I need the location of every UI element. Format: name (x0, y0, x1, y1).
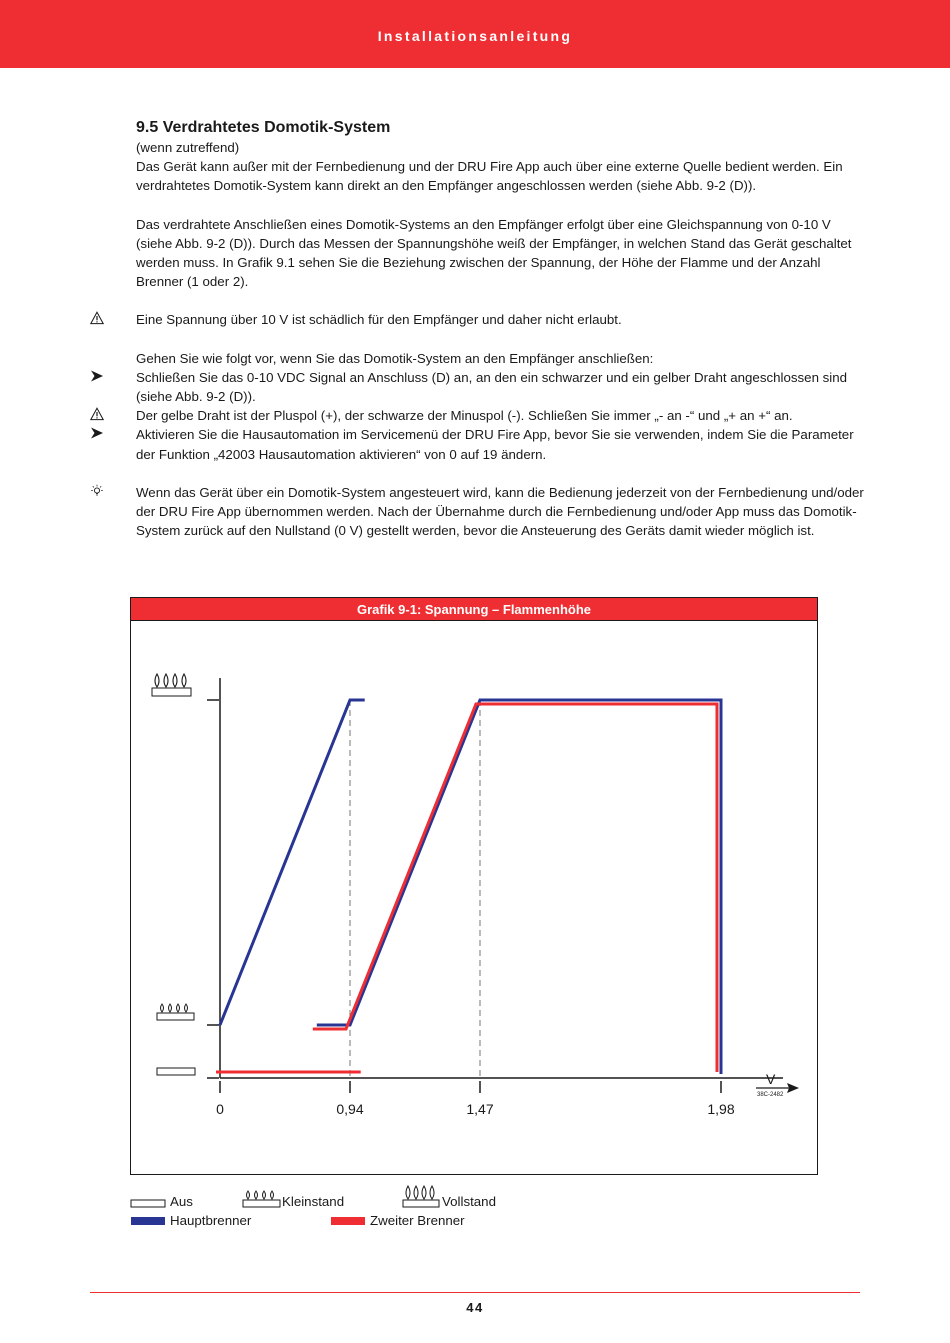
step-item-1 (136, 368, 866, 406)
legend-label-hauptbrenner: Hauptbrenner (170, 1213, 252, 1228)
x-tick-label-0: 0 (216, 1101, 224, 1117)
arrowhead-bullet-icon (90, 369, 104, 383)
chart-title: Grafik 9-1: Spannung – Flammenhöhe (356, 602, 592, 617)
voltage-flame-chart (131, 598, 817, 1174)
warning-triangle-icon (90, 311, 104, 325)
small-flame-icon (157, 1004, 194, 1020)
legend-item-hauptbrenner (130, 1211, 252, 1230)
legend-item-kleinstand (242, 1186, 345, 1209)
tip-text: Wenn das Gerät über ein Domotik-System angesteuert wird, kann die Bedienung jederzeit von der Fernbedienung und/oder der DRU Fire App übernommen werden. Nach der Übernahme durch die Fernbedienung und/oder App muss das Domotik-System zurück auf den Nullstand (0 V) gestellt werden, bevor die Ansteuerung des Geräts damit wieder möglich ist. (136, 484, 864, 539)
x-axis-label: V (766, 1071, 776, 1087)
section-title: 9.5 Verdrahtetes Domotik-System (136, 119, 391, 136)
chart-frame (130, 597, 818, 1175)
section-subtitle: (wenn zutreffend) (136, 140, 240, 155)
step-text-1: Schließen Sie das 0-10 VDC Signal an Anschluss (D) an, an den ein schwarzer und ein gelber Draht angeschlossen sind (siehe Abb. 9-2 (D)). (136, 369, 848, 405)
footer-divider (90, 1292, 860, 1293)
step-text-2: Aktivieren Sie die Hausautomation im Servicemenü der DRU Fire App, bevor Sie sie verwenden, indem Sie die Parameter der Funktion „42003 Hausautomation aktivieren“ von 0 auf 19 ändern. (136, 427, 854, 462)
full-flame-icon (152, 674, 191, 696)
chart-legend (130, 1190, 830, 1235)
zweiter-brenner-swatch (330, 1211, 366, 1230)
tip-note (136, 483, 866, 541)
legend-label-zweiter-brenner: Zweiter Brenner (370, 1213, 465, 1228)
x-tick-label-3: 1,98 (707, 1101, 735, 1117)
section-content (136, 118, 866, 540)
warning-text-1: Eine Spannung über 10 V ist schädlich für den Empfänger und daher nicht erlaubt. (136, 312, 622, 328)
legend-item-aus (130, 1192, 193, 1211)
warning-note-2 (136, 406, 866, 425)
steps-intro: Gehen Sie wie folgt vor, wenn Sie das Domotik-System an den Empfänger anschließen: (136, 350, 654, 366)
hauptbrenner-swatch (130, 1211, 166, 1230)
page-number: 44 (466, 1300, 484, 1315)
header-bar (0, 0, 950, 68)
warning-note-1 (136, 310, 866, 329)
voltage-paragraph: Das verdrahtete Anschließen eines Domotik-Systems an den Empfänger erfolgt über eine Gleichspannung von 0-10 V (siehe Abb. 9-2 (D)). Durch das Messen der Spannungshöhe weiß der Empfänger, in welchen Stand das Gerät geschaltet werden muss. In Grafik 9.1 sehen Sie die Beziehung zwischen der Spannung, der Höhe der Flamme und der Anzahl Brenner (1 oder 2). (136, 216, 852, 290)
chart-dynamic-layer (216, 700, 735, 1117)
arrowhead-bullet-icon (90, 426, 104, 440)
intro-paragraph: Das Gerät kann außer mit der Fernbedienung und der DRU Fire App auch über eine externe Quelle bedient werden. Ein verdrahtetes Domotik-System kann direkt an den Empfänger angeschlossen werden (siehe Abb. 9-2 (D)). (136, 159, 843, 194)
legend-label-vollstand: Vollstand (442, 1194, 496, 1209)
full-flame-icon (402, 1182, 442, 1211)
series-line-zweiter-brenner (216, 704, 717, 1072)
x-tick-label-2: 1,47 (466, 1101, 494, 1117)
step-item-2 (136, 425, 866, 463)
warning-text-2: Der gelbe Draht ist der Pluspol (+), der schwarze der Minuspol (-). Schließen Sie immer „- an -“ und „+ an +“ an. (136, 408, 793, 424)
x-tick-label-1: 0,94 (336, 1101, 364, 1117)
legend-item-zweiter-brenner (330, 1211, 465, 1230)
off-burner-icon (157, 1068, 195, 1075)
chart-code-label: 38C-2482 (757, 1092, 784, 1098)
legend-label-kleinstand: Kleinstand (282, 1194, 345, 1209)
header-title: Installationsanleitung (377, 28, 573, 44)
legend-label-aus: Aus (170, 1194, 193, 1209)
series-line-hauptbrenner (220, 700, 721, 1074)
lightbulb-icon (90, 484, 104, 498)
off-burner-icon (130, 1192, 166, 1211)
legend-item-vollstand (402, 1182, 496, 1209)
warning-triangle-icon (90, 407, 104, 421)
small-flame-icon (242, 1186, 282, 1211)
